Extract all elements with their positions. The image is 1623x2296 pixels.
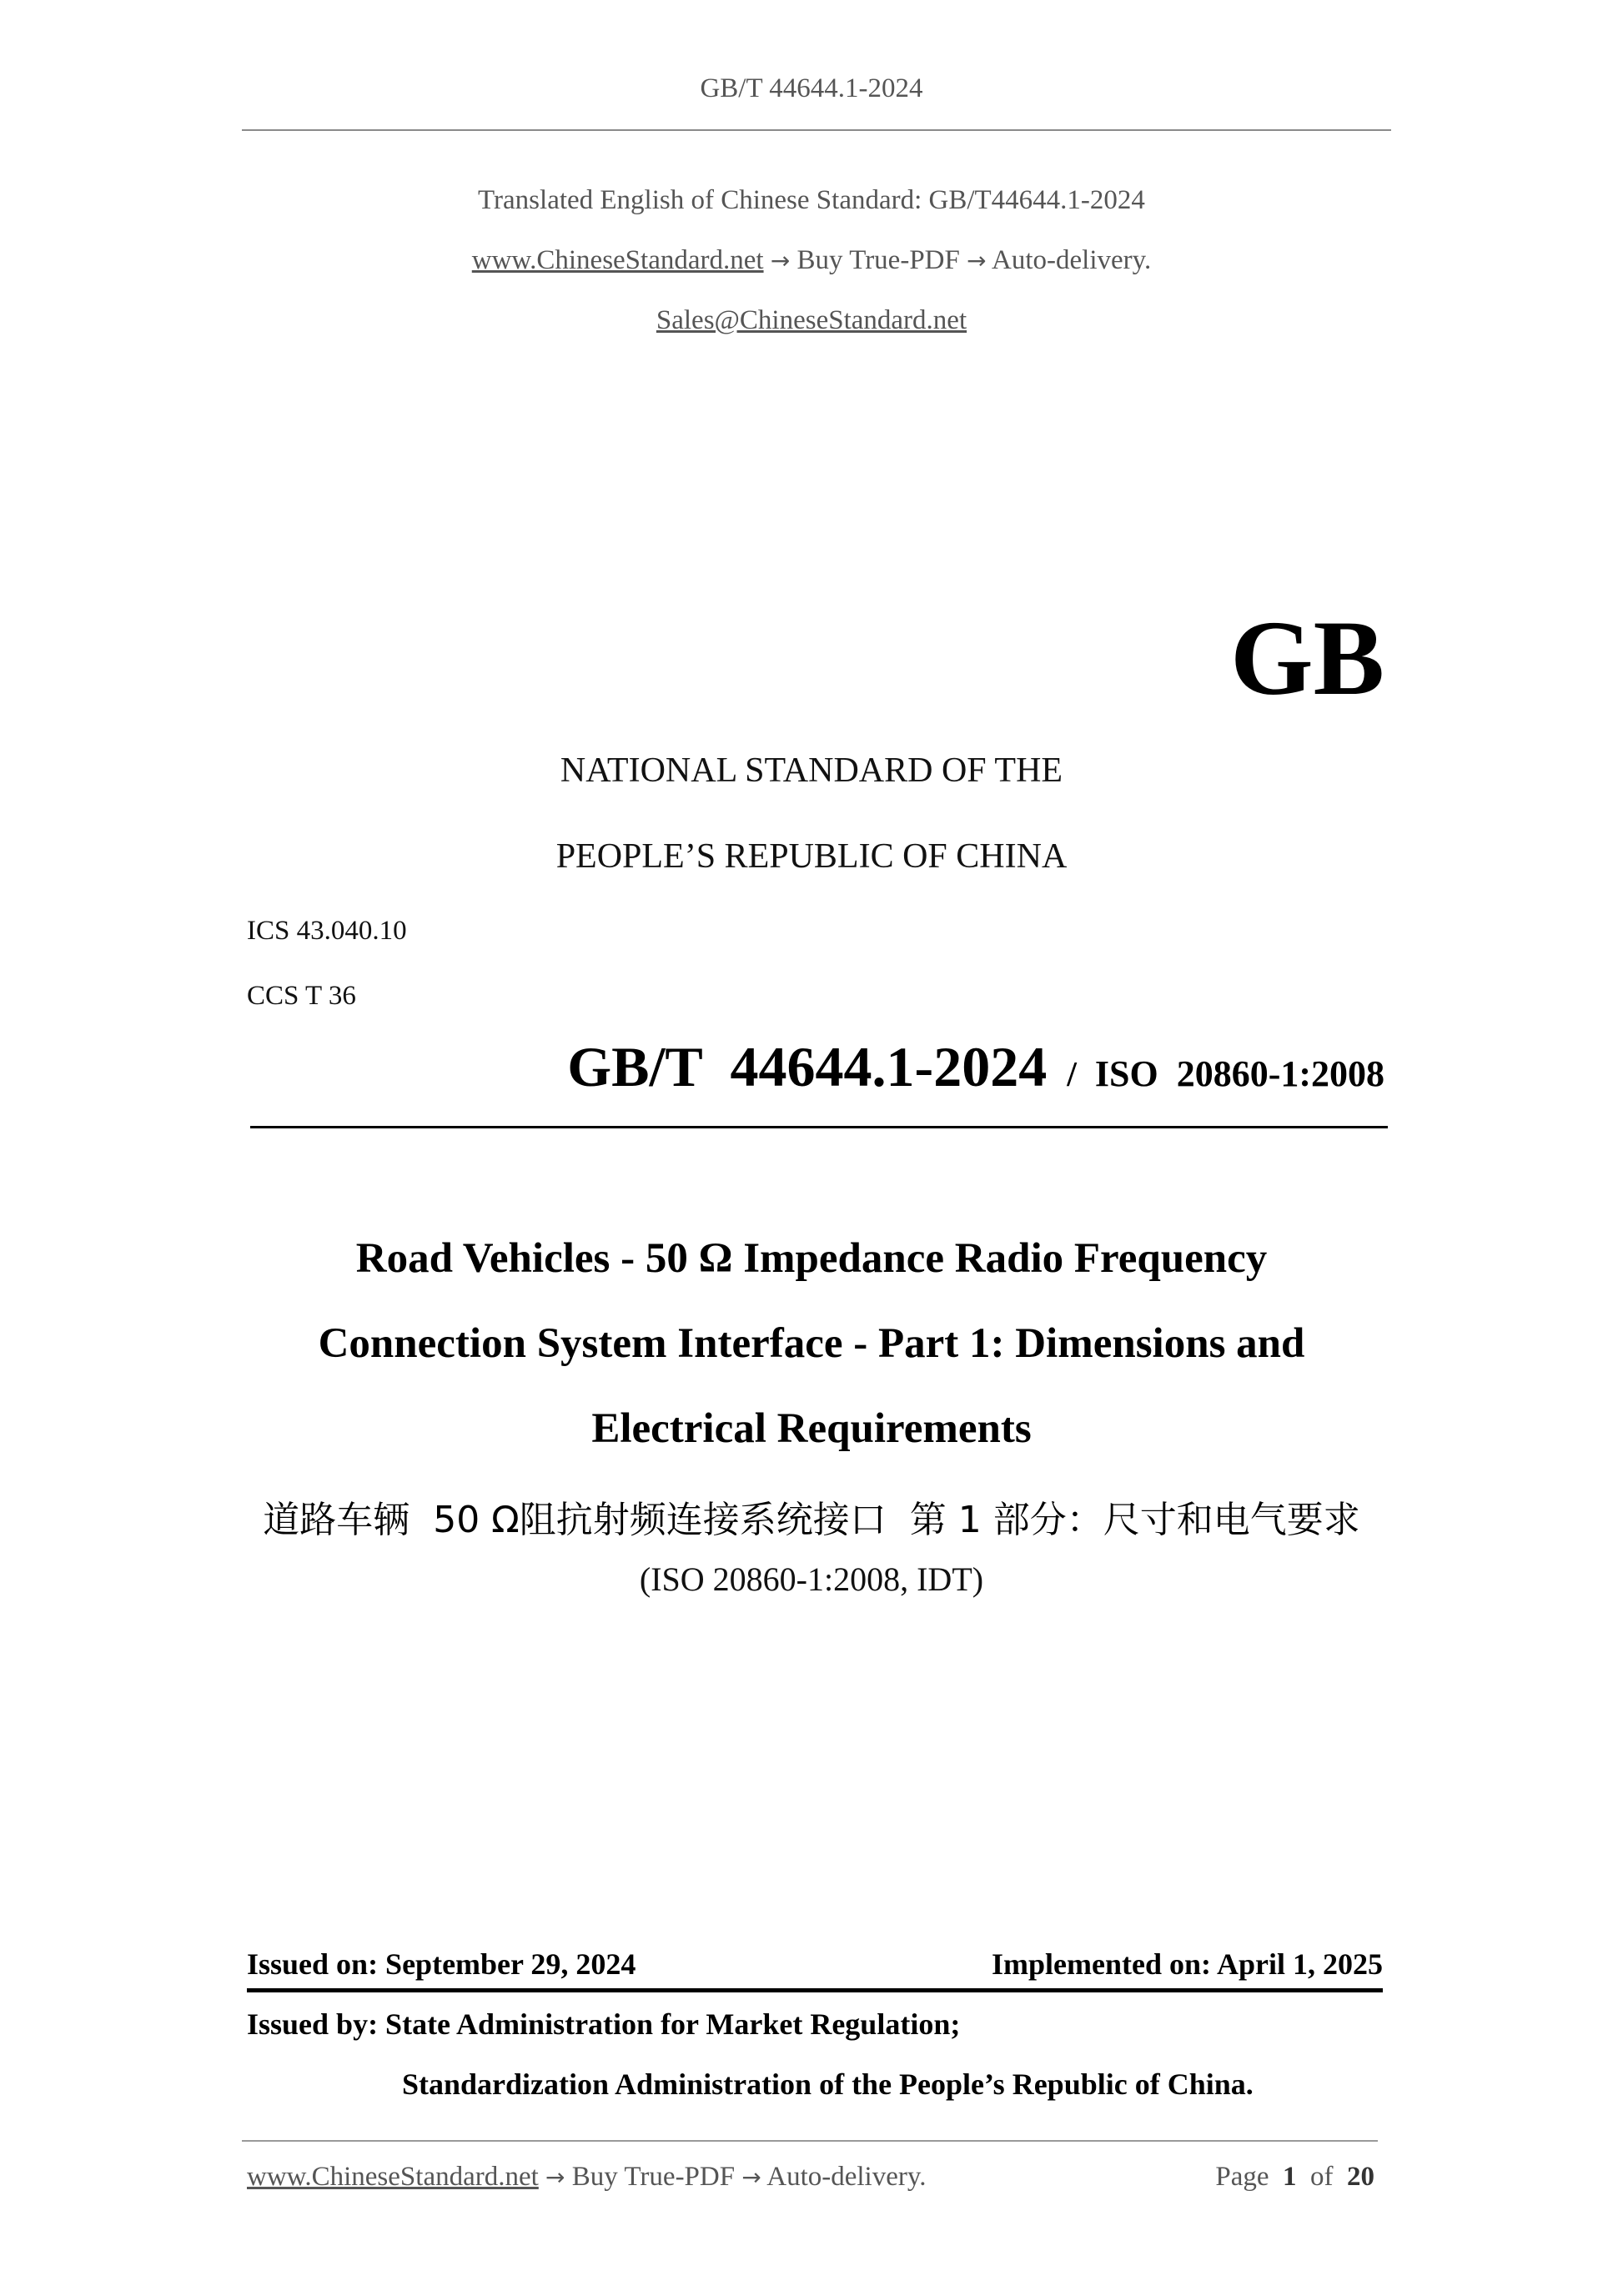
page-of: of	[1310, 2162, 1334, 2192]
footer-buy-text: Buy True-PDF	[571, 2162, 736, 2192]
implemented-on: Implemented on: April 1, 2025	[991, 1947, 1383, 1981]
issued-by: Issued by: State Administration for Market Regulation;	[247, 2007, 961, 2041]
iso-number: ISO 20860-1:2008	[1094, 1053, 1384, 1094]
page-total: 20	[1347, 2162, 1374, 2192]
site-link[interactable]: www.ChineseStandard.net	[471, 245, 764, 275]
footer-purchase-line	[247, 2162, 926, 2193]
number-separator: /	[1067, 1056, 1077, 1094]
national-standard-line2: PEOPLE’S REPUBLIC OF CHINA	[555, 837, 1068, 876]
ccs-code: CCS T 36	[247, 981, 356, 1011]
purchase-line	[0, 245, 1623, 276]
header-divider	[242, 129, 1391, 131]
arrow-right-icon: →	[967, 247, 987, 274]
buy-true-pdf-text: Buy True-PDF	[796, 245, 960, 275]
chinese-title: 道路车辆 50 Ω阻抗射频连接系统接口 第 1 部分：尺寸和电气要求	[263, 1499, 1360, 1541]
page-label: Page	[1215, 2162, 1269, 2192]
ics-code: ICS 43.040.10	[247, 916, 407, 946]
footer-divider	[242, 2140, 1378, 2142]
footer-delivery-text: Auto-delivery.	[766, 2162, 927, 2192]
title-line-3: Electrical Requirements	[591, 1405, 1032, 1452]
number-divider	[250, 1126, 1388, 1128]
standard-number	[567, 1034, 1384, 1100]
footer-site-link[interactable]: www.ChineseStandard.net	[247, 2162, 539, 2192]
title-line-2: Connection System Interface - Part 1: Dimensions and	[318, 1320, 1305, 1367]
email-line	[0, 305, 1623, 336]
national-standard-line1: NATIONAL STANDARD OF THE	[560, 751, 1063, 790]
arrow-right-icon: →	[741, 2163, 761, 2191]
sales-email-link[interactable]: Sales@ChineseStandard.net	[656, 305, 967, 335]
gb-logo: GB	[1230, 599, 1384, 717]
arrow-right-icon: →	[770, 247, 791, 274]
arrow-right-icon: →	[545, 2163, 565, 2191]
issued-on: Issued on: September 29, 2024	[247, 1947, 636, 1981]
issued-by-second: Standardization Administration of the People’s Republic of China.	[402, 2067, 1254, 2101]
gb-number: GB/T 44644.1-2024	[567, 1035, 1048, 1098]
iso-equivalence: (ISO 20860-1:2008, IDT)	[639, 1560, 984, 1598]
page-number	[1215, 2162, 1374, 2193]
page-current: 1	[1283, 2162, 1297, 2192]
running-header: GB/T 44644.1-2024	[700, 73, 923, 103]
issue-divider	[247, 1988, 1383, 1992]
auto-delivery-text: Auto-delivery.	[992, 245, 1152, 275]
translation-notice: Translated English of Chinese Standard: GB/T44644.1-2024	[478, 185, 1145, 215]
title-line-1: Road Vehicles - 50 Ω Impedance Radio Frequency	[355, 1235, 1268, 1282]
